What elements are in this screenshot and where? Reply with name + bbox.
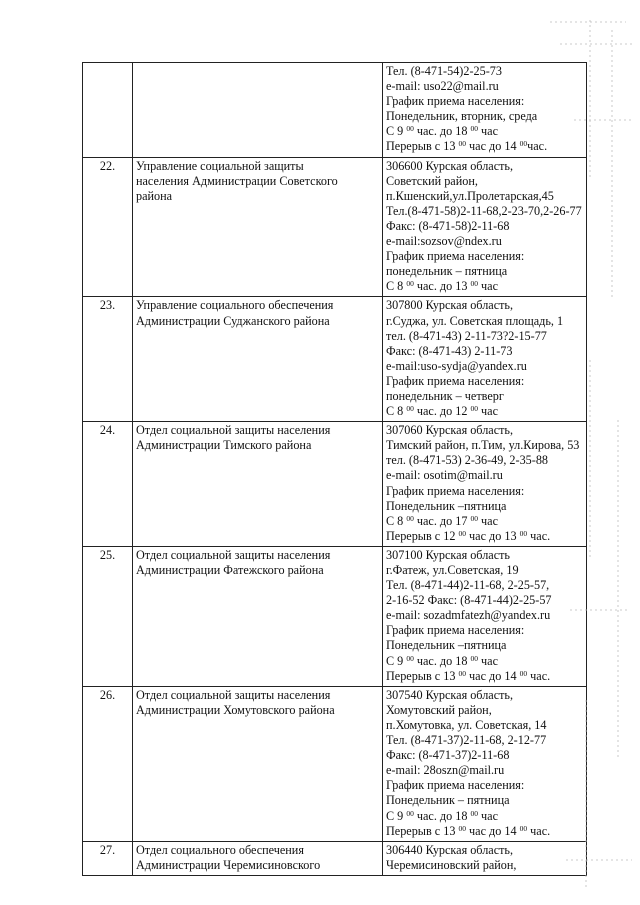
minutes-superscript: 00 xyxy=(458,668,466,678)
contact-info-line: e-mail:sozsov@ndex.ru xyxy=(386,234,502,249)
table-row xyxy=(83,841,587,875)
contact-info-line: График приема населения: xyxy=(386,249,525,264)
organization-name-line: Управление социального обеспечения xyxy=(136,298,334,313)
contact-info-line: понедельник – пятница xyxy=(386,264,508,279)
minutes-superscript: 00 xyxy=(458,139,466,149)
time-text: час. xyxy=(527,823,551,838)
contact-info-line: 307800 Курская область, xyxy=(386,298,514,313)
contact-info-line: Советский район, xyxy=(386,173,478,188)
time-text: час до 13 xyxy=(466,528,520,543)
contact-info-line: п.Кшенский,ул.Пролетарская,45 xyxy=(386,188,554,203)
contact-info-line: e-mail: osotim@mail.ru xyxy=(386,468,503,483)
contact-info-line: e-mail: sozadmfatezh@yandex.ru xyxy=(386,608,551,623)
organization-name-line: Отдел социальной защиты населения xyxy=(136,547,331,562)
organization-name-line: Отдел социальной защиты населения xyxy=(136,687,331,702)
time-text: час xyxy=(478,808,498,823)
organization-name xyxy=(133,422,383,547)
row-number: 27. xyxy=(83,841,133,875)
contact-info-line: Факс: (8-471-58)2-11-68 xyxy=(386,218,510,233)
organization-name-line: Отдел социальной защиты населения xyxy=(136,423,331,438)
contact-info-line: Понедельник –пятница xyxy=(386,498,507,513)
contact-info-line xyxy=(386,529,583,544)
organization-name-line: Администрации Суджанского района xyxy=(136,313,330,328)
time-text: час xyxy=(478,124,498,139)
contact-info-line: График приема населения: xyxy=(386,778,525,793)
contact-info-line: График приема населения: xyxy=(386,373,525,388)
organization-name xyxy=(133,157,383,297)
minutes-superscript: 00 xyxy=(458,528,466,538)
table-row xyxy=(83,297,587,422)
row-number: 26. xyxy=(83,686,133,841)
contact-info-line: Факс: (8-471-37)2-11-68 xyxy=(386,748,510,763)
organization-name xyxy=(133,63,383,158)
time-text: час xyxy=(478,279,498,294)
row-number: 25. xyxy=(83,546,133,686)
contact-info-line: e-mail: 28oszn@mail.ru xyxy=(386,763,505,778)
contact-info-line: Тимский район, п.Тим, ул.Кирова, 53 xyxy=(386,438,580,453)
organization-name-line: Отдел социального обеспечения xyxy=(136,842,304,857)
time-text: С 9 xyxy=(386,124,407,139)
contact-info-line: г.Суджа, ул. Советская площадь, 1 xyxy=(386,313,564,328)
contact-info-line: Понедельник, вторник, среда xyxy=(386,109,538,124)
contact-info-line xyxy=(386,279,583,294)
contact-info-line: График приема населения: xyxy=(386,483,525,498)
row-number: 23. xyxy=(83,297,133,422)
minutes-superscript: 00 xyxy=(406,124,414,134)
organization-name xyxy=(133,841,383,875)
time-text: час xyxy=(478,653,498,668)
time-text: час. xyxy=(527,528,551,543)
contact-info-line: Тел. (8-471-37)2-11-68, 2-12-77 xyxy=(386,733,547,748)
contact-info-line xyxy=(386,654,583,669)
time-text: С 8 xyxy=(386,279,407,294)
minutes-superscript: 00 xyxy=(519,528,528,538)
table-row xyxy=(83,157,587,297)
contact-info-line: Тел.(8-471-58)2-11-68,2-23-70,2-26-77 xyxy=(386,203,582,218)
contact-info-line: Тел. (8-471-54)2-25-73 xyxy=(386,64,502,78)
minutes-superscript: 00 xyxy=(406,808,414,818)
contact-info-line: 307540 Курская область, xyxy=(386,687,514,702)
contact-info-line: 306440 Курская область, xyxy=(386,842,514,857)
time-text: С 9 xyxy=(386,653,407,668)
row-number xyxy=(83,63,133,158)
contact-info-line: 2-16-52 Факс: (8-471-44)2-25-57 xyxy=(386,593,552,608)
table-row xyxy=(83,686,587,841)
contact-info xyxy=(383,422,587,547)
minutes-superscript: 00 xyxy=(519,139,528,149)
contact-info-line xyxy=(386,669,583,684)
contact-info-line: График приема населения: xyxy=(386,623,525,638)
row-number: 22. xyxy=(83,157,133,297)
contact-info xyxy=(383,157,587,297)
minutes-superscript: 00 xyxy=(470,279,478,289)
time-text: час xyxy=(478,513,498,528)
contact-info-line: тел. (8-471-43) 2-11-73?2-15-77 xyxy=(386,328,547,343)
time-text: С 9 xyxy=(386,808,407,823)
minutes-superscript: 00 xyxy=(406,404,414,414)
organization-name-line: Администрации Тимского района xyxy=(136,438,312,453)
time-text: час. до 17 xyxy=(413,513,471,528)
minutes-superscript: 00 xyxy=(406,279,414,289)
minutes-superscript: 00 xyxy=(470,513,478,523)
contact-info-line: Тел. (8-471-44)2-11-68, 2-25-57, xyxy=(386,578,550,593)
organization-name-line: Управление социальной защиты xyxy=(136,158,304,173)
time-text: час. до 18 xyxy=(413,808,471,823)
contact-info-line: e-mail: uso22@mail.ru xyxy=(386,79,499,94)
registry-table xyxy=(82,62,587,876)
contact-info xyxy=(383,841,587,875)
minutes-superscript: 00 xyxy=(406,653,414,663)
minutes-superscript: 00 xyxy=(406,513,414,523)
contact-info xyxy=(383,546,587,686)
minutes-superscript: 00 xyxy=(470,653,478,663)
organization-name-line: Администрации Фатежского района xyxy=(136,563,324,577)
contact-info-line: тел. (8-471-53) 2-36-49, 2-35-88 xyxy=(386,453,549,468)
time-text: час. xyxy=(527,668,551,683)
minutes-superscript: 00 xyxy=(458,823,466,833)
contact-info-line: Факс: (8-471-43) 2-11-73 xyxy=(386,343,513,358)
contact-info-line xyxy=(386,124,583,139)
minutes-superscript: 00 xyxy=(470,808,478,818)
contact-info xyxy=(383,686,587,841)
time-text: Перерыв с 13 xyxy=(386,668,459,683)
minutes-superscript: 00 xyxy=(470,124,478,134)
time-text: час до 14 xyxy=(466,823,520,838)
organization-name xyxy=(133,546,383,686)
time-text: Перерыв с 12 xyxy=(386,528,459,543)
contact-info-line: Черемисиновский район, xyxy=(386,857,517,872)
time-text: час. до 18 xyxy=(413,653,471,668)
contact-info xyxy=(383,297,587,422)
contact-info-line: 307100 Курская область xyxy=(386,547,510,562)
contact-info-line: 306600 Курская область, xyxy=(386,158,514,173)
contact-info-line: e-mail:uso-sydja@yandex.ru xyxy=(386,358,527,373)
contact-info-line: Хомутовский район, xyxy=(386,702,492,717)
organization-name xyxy=(133,297,383,422)
time-text: час xyxy=(478,404,498,419)
contact-info-line: Понедельник – пятница xyxy=(386,793,510,808)
time-text: Перерыв с 13 xyxy=(386,823,459,838)
row-number: 24. xyxy=(83,422,133,547)
organization-name-line: Администрации Хомутовского района xyxy=(136,702,335,717)
contact-info-line xyxy=(386,809,583,824)
contact-info xyxy=(383,63,587,158)
time-text: С 8 xyxy=(386,404,407,419)
contact-info-line: График приема населения: xyxy=(386,94,525,109)
time-text: час до 14 xyxy=(466,139,520,154)
contact-info-line: п.Хомутовка, ул. Советская, 14 xyxy=(386,717,547,732)
contact-info-line: 307060 Курская область, xyxy=(386,423,514,438)
time-text: час до 14 xyxy=(466,668,520,683)
registry-table-body xyxy=(83,63,587,876)
contact-info-line xyxy=(386,404,583,419)
minutes-superscript: 00 xyxy=(519,823,528,833)
table-row xyxy=(83,422,587,547)
contact-info-line: понедельник – четверг xyxy=(386,388,504,403)
time-text: час. xyxy=(527,139,548,154)
contact-info-line xyxy=(386,514,583,529)
table-row xyxy=(83,546,587,686)
organization-name-line: района xyxy=(136,188,173,203)
contact-info-line xyxy=(386,824,583,839)
minutes-superscript: 00 xyxy=(470,404,478,414)
time-text: Перерыв с 13 xyxy=(386,139,459,154)
organization-name-line: Администрации Черемисиновского xyxy=(136,857,321,872)
table-row xyxy=(83,63,587,158)
organization-name xyxy=(133,686,383,841)
time-text: час. до 13 xyxy=(413,279,471,294)
time-text: час. до 18 xyxy=(413,124,471,139)
organization-name-line: населения Администрации Советского xyxy=(136,173,338,188)
contact-info-line: г.Фатеж, ул.Советская, 19 xyxy=(386,563,519,577)
contact-info-line: Понедельник –пятница xyxy=(386,638,507,653)
time-text: час. до 12 xyxy=(413,404,471,419)
contact-info-line xyxy=(386,139,583,154)
minutes-superscript: 00 xyxy=(519,668,528,678)
time-text: С 8 xyxy=(386,513,407,528)
